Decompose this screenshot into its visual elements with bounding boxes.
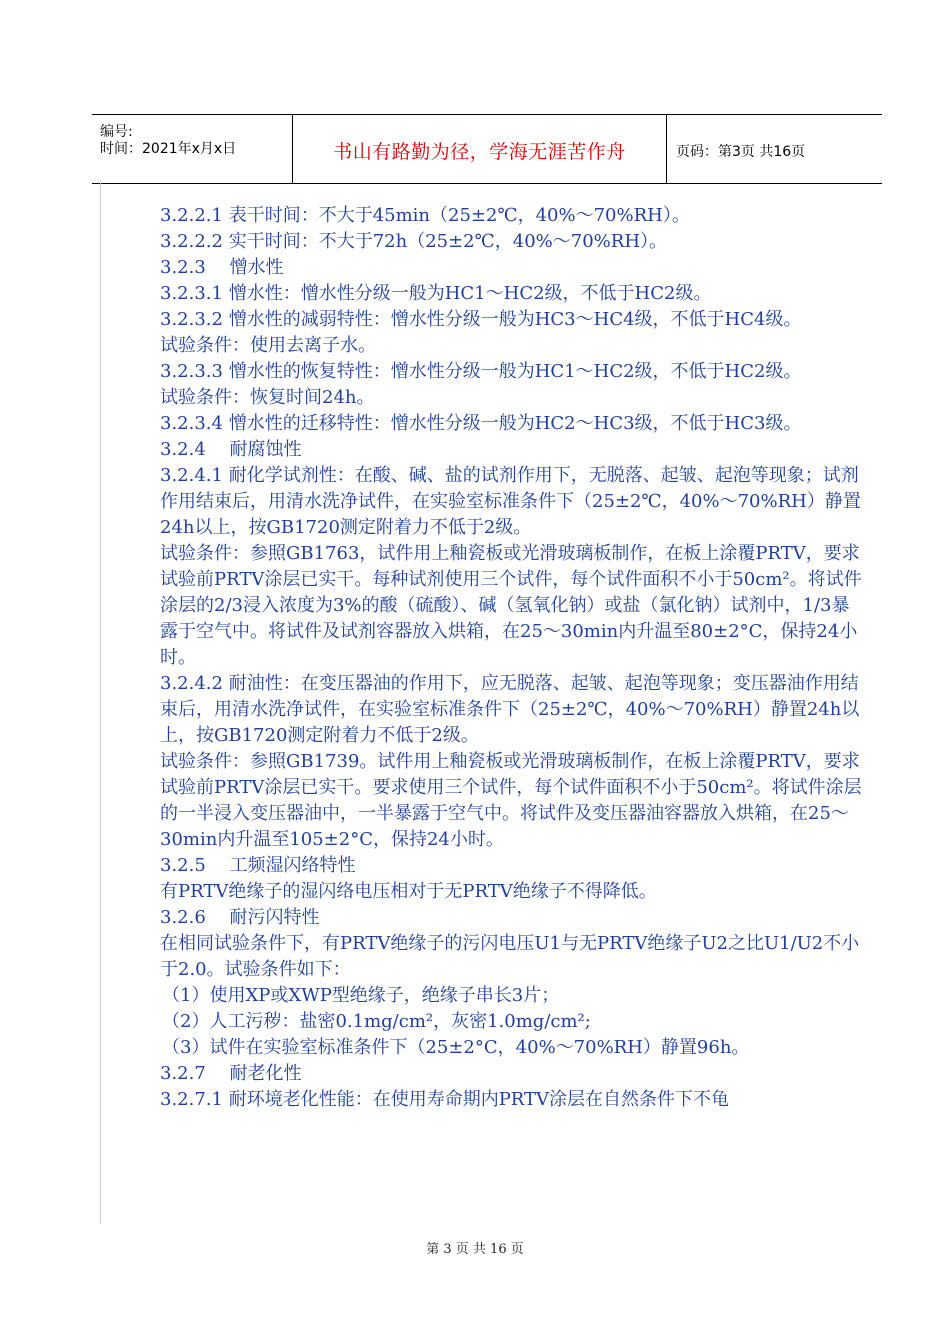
paragraph: （3）试件在实验室标准条件下（25±2°C，40%～70%RH）静置96h。: [162, 1037, 750, 1058]
paragraph: 试验条件：使用去离子水。: [160, 335, 376, 356]
time-label: 时间：2021年x月x日: [100, 141, 237, 157]
paragraph: 试验条件：参照GB1763，试件用上釉瓷板或光滑玻璃板制作，在板上涂覆PRTV，要求试验前PRTV涂层已实干。每种试剂使用三个试件，每个试件面积不小于50cm²。将试件涂层的2/3浸入浓度为3%的酸（硫酸）、碱（氢氧化钠）或盐（氯化钠）试剂中，1/3暴露于空气中。将试件及试剂容器放入烘箱，在25～30min内升温至80±2°C，保持24小时。: [160, 543, 862, 668]
paragraph: 3.2.5 工频湿闪络特性: [160, 855, 356, 876]
paragraph: 3.2.4.1 耐化学试剂性：在酸、碱、盐的试剂作用下，无脱落、起皱、起泡等现象；试剂作用结束后，用清水洗净试件，在实验室标准条件下（25±2℃，40%～70%RH）静置24h以上，按GB1720测定附着力不低于2级。: [160, 465, 861, 538]
paragraph: 3.2.3.2 憎水性的减弱特性：憎水性分级一般为HC3～HC4级，不低于HC4级。: [160, 309, 802, 330]
header-meta-cell: [92, 115, 293, 183]
paragraph: 3.2.3.4 憎水性的迁移特性：憎水性分级一般为HC2～HC3级，不低于HC3级。: [160, 413, 802, 434]
paragraph: 试验条件：恢复时间24h。: [160, 387, 375, 408]
margin-line: [100, 182, 101, 1224]
paragraph: 试验条件：参照GB1739。试件用上釉瓷板或光滑玻璃板制作，在板上涂覆PRTV，要求试验前PRTV涂层已实干。要求使用三个试件，每个试件面积不小于50cm²。将试件涂层的一半浸入变压器油中，一半暴露于空气中。将试件及变压器油容器放入烘箱，在25～30min内升温至105±2°C，保持24小时。: [160, 751, 862, 850]
header-page-cell: [667, 115, 882, 183]
document-body: [112, 203, 862, 1113]
paragraph: 3.2.4 耐腐蚀性: [160, 439, 302, 460]
page-footer: 第 3 页 共 16 页: [426, 1242, 524, 1257]
paragraph: 3.2.3.3 憎水性的恢复特性：憎水性分级一般为HC1～HC2级，不低于HC2级。: [160, 361, 802, 382]
paragraph: 有PRTV绝缘子的湿闪络电压相对于无PRTV绝缘子不得降低。: [160, 881, 657, 902]
header-motto: 书山有路勤为径，学海无涯苦作舟: [333, 141, 626, 163]
paragraph: 3.2.7.1 耐环境老化性能：在使用寿命期内PRTV涂层在自然条件下不龟: [160, 1089, 730, 1110]
paragraph: 3.2.2.1 表干时间：不大于45min（25±2℃，40%～70%RH）。: [160, 205, 690, 226]
paragraph: 在相同试验条件下，有PRTV绝缘子的污闪电压U1与无PRTV绝缘子U2之比U1/U2不小于2.0。试验条件如下：: [160, 933, 860, 980]
paragraph: 3.2.6 耐污闪特性: [160, 907, 320, 928]
serial-label: 编号:: [100, 124, 133, 140]
paragraph: （1）使用XP或XWP型绝缘子，绝缘子串长3片；: [162, 985, 560, 1006]
header-motto-cell: [293, 115, 667, 183]
paragraph: （2）人工污秽：盐密0.1mg/cm²，灰密1.0mg/cm²;: [162, 1011, 591, 1032]
paragraph: 3.2.3.1 憎水性：憎水性分级一般为HC1～HC2级，不低于HC2级。: [160, 283, 712, 304]
paragraph: 3.2.2.2 实干时间：不大于72h（25±2℃，40%～70%RH）。: [160, 231, 668, 252]
paragraph: 3.2.4.2 耐油性：在变压器油的作用下，应无脱落、起皱、起泡等现象；变压器油作用结束后，用清水洗净试件，在实验室标准条件下（25±2℃，40%～70%RH）静置24h以上，按GB1720测定附着力不低于2级。: [160, 673, 860, 746]
paragraph: 3.2.3 憎水性: [160, 257, 284, 278]
header-page-info: 页码：第3页 共16页: [676, 144, 806, 160]
paragraph: 3.2.7 耐老化性: [160, 1063, 302, 1084]
page-header: [92, 114, 882, 184]
